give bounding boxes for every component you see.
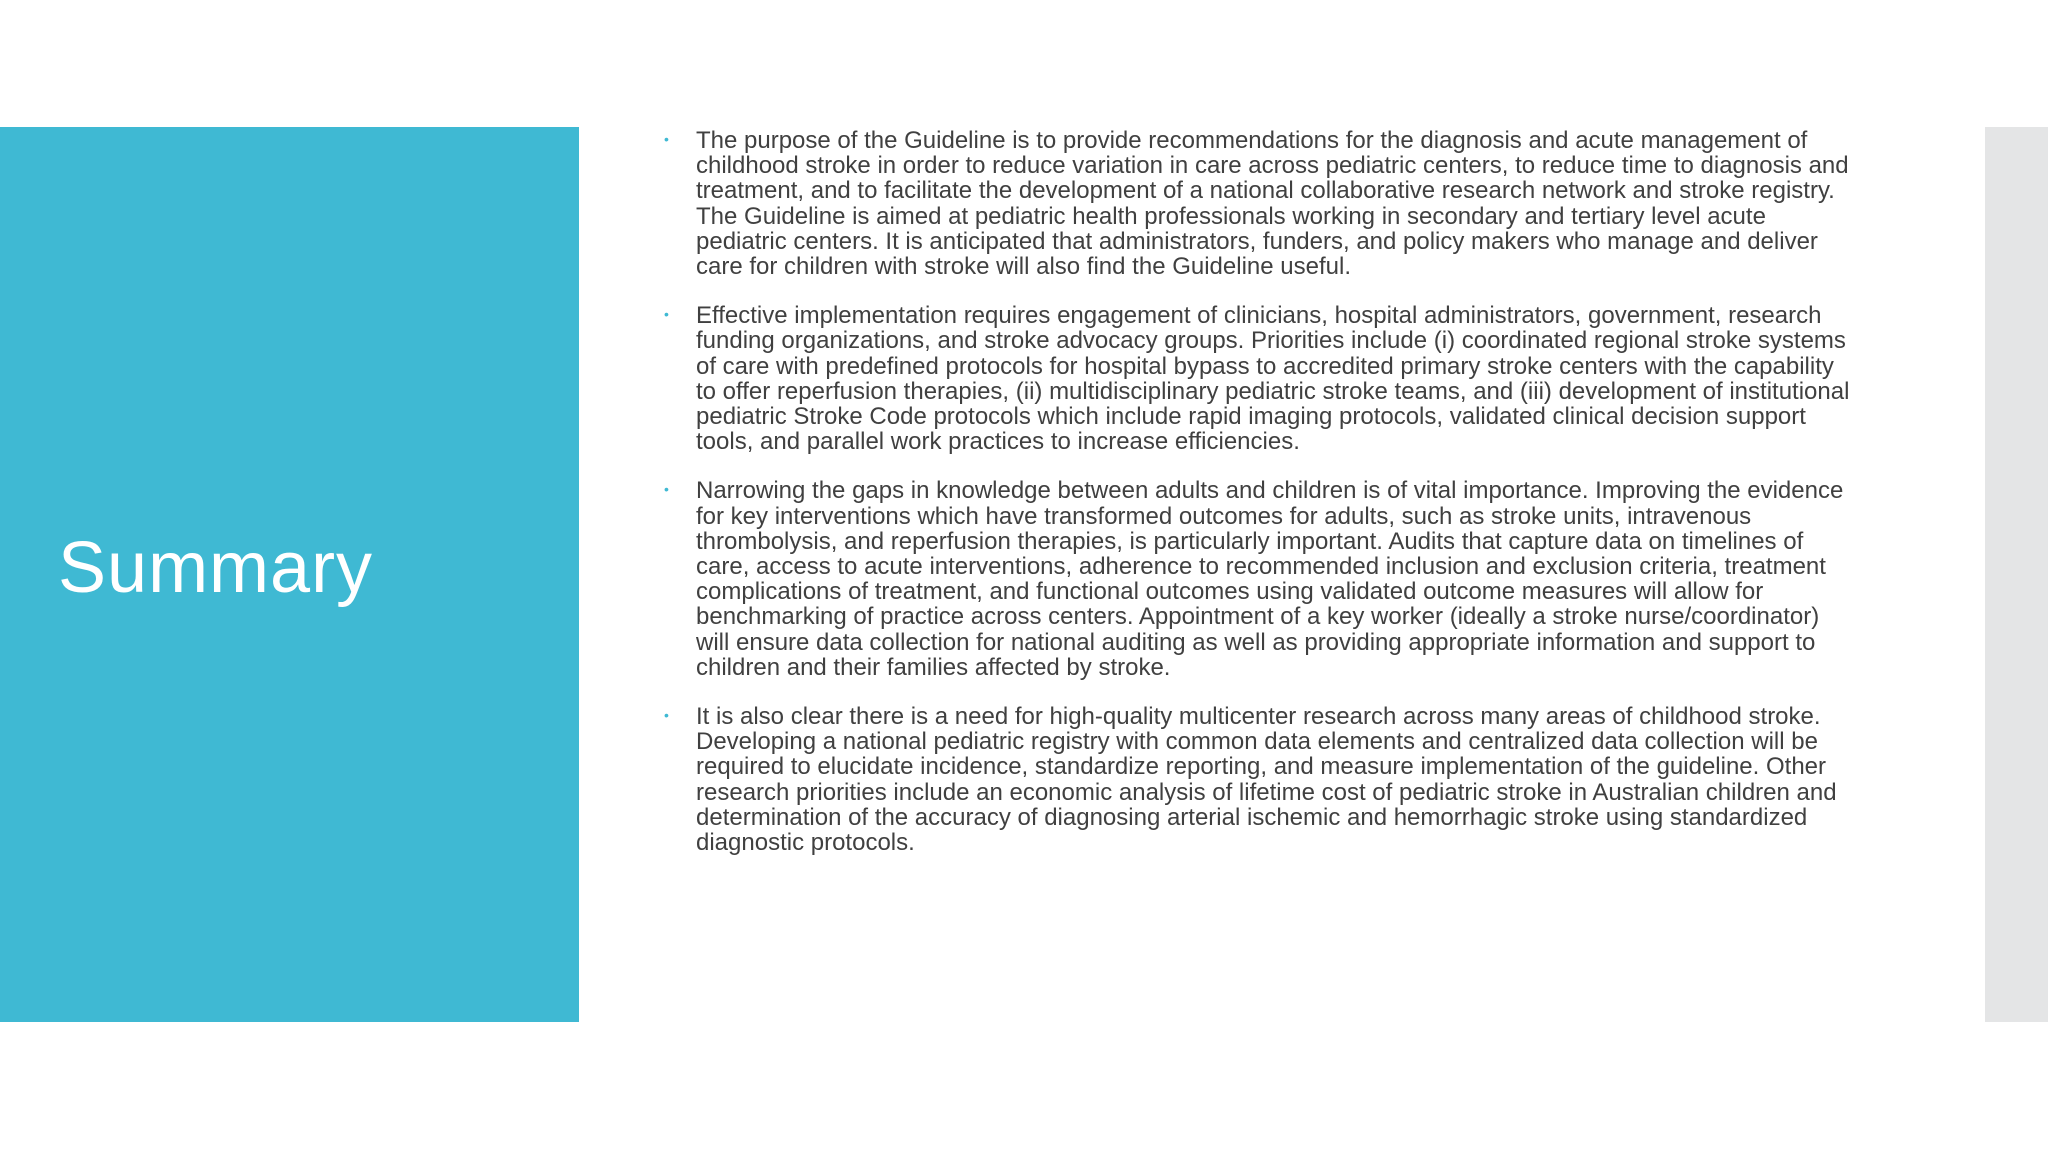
- bullet-icon: •: [664, 481, 669, 498]
- bullet-list: [658, 128, 1858, 855]
- bullet-icon: •: [664, 707, 669, 724]
- bullet-item: [658, 303, 1858, 454]
- bullet-icon: •: [664, 131, 669, 147]
- bullet-item: [658, 128, 1858, 279]
- side-accent-bar: [1985, 127, 2048, 1022]
- content-area: [658, 128, 1858, 879]
- bullet-text: Narrowing the gaps in knowledge between adults and children is of vital importance. Improving the evidence for key interventions which have transformed outcomes for adults, such as stroke units, intravenous thrombolysis, and reperfusion therapies, is particularly important. Audits that capture data on timelines of care, access to acute interventions, adherence to recommended inclusion and exclusion criteria, treatment complications of treatment, and functional outcomes using validated outcome measures will allow for benchmarking of practice across centers. Appointment of a key worker (ideally a stroke nurse/coordinator) will ensure data collection for national auditing as well as providing appropriate information and support to children and their families affected by stroke.: [696, 477, 1844, 681]
- bullet-text: The purpose of the Guideline is to provide recommendations for the diagnosis and acute management of childhood stroke in order to reduce variation in care across pediatric centers, to reduce time to diagnosis and treatment, and to facilitate the development of a national collaborative research network and stroke registry. The Guideline is aimed at pediatric health professionals working in secondary and tertiary level acute pediatric centers. It is anticipated that administrators, funders, and policy makers who manage and deliver care for children with stroke will also find the Guideline useful.: [696, 127, 1849, 281]
- bullet-icon: •: [664, 306, 669, 323]
- bullet-text: It is also clear there is a need for high-quality multicenter research across many areas of childhood stroke. Developing a national pediatric registry with common data elements and centralized data collection will be required to elucidate incidence, standardize reporting, and measure implementation of the guideline. Other research priorities include an economic analysis of lifetime cost of pediatric stroke in Australian children and determination of the accuracy of diagnosing arterial ischemic and hemorrhagic stroke using standardized diagnostic protocols.: [696, 703, 1837, 857]
- bullet-item: [658, 478, 1858, 680]
- slide-title: Summary: [58, 528, 374, 608]
- bullet-item: [658, 704, 1858, 855]
- bullet-text: Effective implementation requires engagement of clinicians, hospital administrators, government, research funding organizations, and stroke advocacy groups. Priorities include (i) coordinated regional stroke systems of care with predefined protocols for hospital bypass to accredited primary stroke centers with the capability to offer reperfusion therapies, (ii) multidisciplinary pediatric stroke teams, and (iii) development of institutional pediatric Stroke Code protocols which include rapid imaging protocols, validated clinical decision support tools, and parallel work practices to increase efficiencies.: [696, 302, 1850, 456]
